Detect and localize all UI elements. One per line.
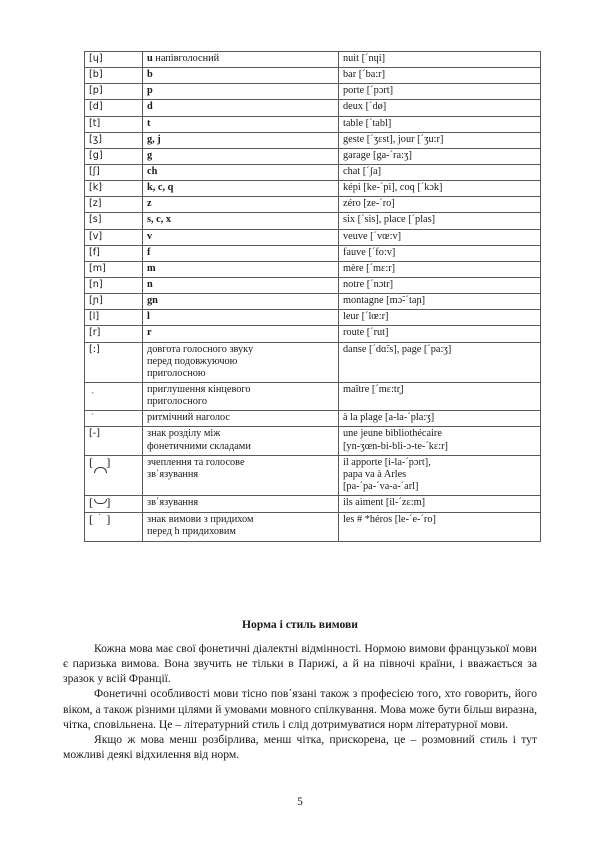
example-cell <box>339 245 541 261</box>
table-row <box>85 100 541 116</box>
example-cell <box>339 326 541 342</box>
table-row <box>85 342 541 382</box>
paragraph: Кожна мова має свої фонетичні діалектні відмінності. Нормою вимови французької мови є паризька вимова. Вона звучить не тільки в Парижі, а й на півночі країни, і вважається за зразок у всій Франції. <box>63 642 537 686</box>
example-line: les # *héros [le-ˊe-ˊro] <box>343 514 436 526</box>
tie-bar-symbol: [ ] <box>89 456 111 469</box>
table-row <box>85 84 541 100</box>
undertie-symbol: [ ] <box>89 497 111 510</box>
example-cell <box>339 382 541 410</box>
example-cell <box>339 52 541 68</box>
table-row <box>85 132 541 148</box>
symbol-text: [s] <box>89 214 102 226</box>
symbol-text: [k] <box>89 182 103 194</box>
letters-cell: gn <box>143 294 339 310</box>
example-line: képi [ke-ˊpi], coq [ˊkɔk] <box>343 182 443 194</box>
example-line: à la plage [a-la-ˊpla:ʒ] <box>343 412 435 424</box>
example-cell <box>339 455 541 495</box>
example-line: six [ˊsis], place [ˊplas] <box>343 214 436 226</box>
example-line: porte [ˊpɔrt] <box>343 85 394 97</box>
description-cell <box>143 496 339 513</box>
example-cell <box>339 148 541 164</box>
table-row <box>85 261 541 277</box>
letters-cell: g <box>143 148 339 164</box>
symbol-cell <box>85 277 143 293</box>
letters-text: u <box>147 53 153 64</box>
example-cell <box>339 342 541 382</box>
description-line: зчеплення та голосове <box>147 456 245 468</box>
symbol-cell <box>85 261 143 277</box>
symbol-cell <box>85 342 143 382</box>
table-row <box>85 229 541 245</box>
table-row <box>85 496 541 513</box>
table-row <box>85 513 541 541</box>
letters-cell: k, c, q <box>143 181 339 197</box>
description-cell <box>143 513 339 541</box>
letters-cell: t <box>143 116 339 132</box>
symbol-cell <box>85 455 143 495</box>
symbol-cell <box>85 382 143 410</box>
description-line: зв᾽язування <box>147 468 199 480</box>
table-row <box>85 164 541 180</box>
example-cell <box>339 310 541 326</box>
symbol-cell <box>85 326 143 342</box>
symbol-text: [v] <box>89 230 103 242</box>
symbol-text: [b] <box>89 69 103 81</box>
symbol-text: [ʒ] <box>89 133 103 145</box>
symbol-cell <box>85 84 143 100</box>
letters-cell: v <box>143 229 339 245</box>
example-line: zéro [ze-ˊro] <box>343 198 395 210</box>
example-line: [yn-ʒœn-bi-bli-ɔ-te-ˊkɛ:r] <box>343 440 448 452</box>
example-line: maître [ˊmɛ:tr̥] <box>343 383 404 395</box>
example-cell <box>339 261 541 277</box>
table-row <box>85 245 541 261</box>
aspiration-mark-icon: ˙ <box>97 514 103 525</box>
example-cell <box>339 513 541 541</box>
symbol-cell <box>85 164 143 180</box>
description-line: ритмічний наголос <box>147 412 230 424</box>
table-row <box>85 213 541 229</box>
letters-cell: r <box>143 326 339 342</box>
description-line: приголосного <box>147 396 208 408</box>
letters-cell: l <box>143 310 339 326</box>
example-cell <box>339 68 541 84</box>
table-row <box>85 455 541 495</box>
symbol-text: [ʃ] <box>89 165 100 177</box>
table-row <box>85 197 541 213</box>
symbol-cell <box>85 52 143 68</box>
example-cell <box>339 427 541 455</box>
letters-cell: b <box>143 68 339 84</box>
example-line: montagne [mɔ̃-ˊtaɲ] <box>343 295 426 307</box>
example-cell <box>339 116 541 132</box>
example-line: danse [ˊdɑ̃:s], page [ˊpa:ʒ] <box>343 343 452 355</box>
section-heading: Норма і стиль вимови <box>242 618 358 631</box>
symbol-cell <box>85 496 143 513</box>
symbol-text: [d] <box>89 101 103 113</box>
phonetic-symbols-table <box>84 51 541 542</box>
symbol-text: [n] <box>89 278 103 290</box>
description-line: перед подовжуючою <box>147 355 238 367</box>
table-row <box>85 116 541 132</box>
example-line: ils aiment [il-ˊzɛ:m] <box>343 497 426 509</box>
example-cell <box>339 294 541 310</box>
description-cell <box>143 382 339 410</box>
example-line: [pa-ˊpa-ˊva-a-ˊarl] <box>343 480 419 492</box>
symbol-cell <box>85 310 143 326</box>
symbol-text: [m] <box>89 262 106 274</box>
symbol-text: [l] <box>89 311 100 323</box>
example-line: mère [ˊmɛ:r] <box>343 262 396 274</box>
description-line: знак вимови з придихом <box>147 514 254 526</box>
table-row <box>85 427 541 455</box>
example-cell <box>339 229 541 245</box>
example-cell <box>339 277 541 293</box>
table-row <box>85 326 541 342</box>
table-row <box>85 411 541 427</box>
example-cell <box>339 164 541 180</box>
letters-cell: g, j <box>143 132 339 148</box>
letters-suffix: напівголосний <box>152 53 220 64</box>
example-cell <box>339 496 541 513</box>
symbol-cell <box>85 213 143 229</box>
page-number: 5 <box>297 796 303 808</box>
example-cell <box>339 411 541 427</box>
description-cell <box>143 427 339 455</box>
description-cell <box>143 342 339 382</box>
example-line: bar [ˊba:r] <box>343 69 386 81</box>
aspiration-symbol: [ ˙ ] <box>89 514 111 527</box>
table-row <box>85 382 541 410</box>
table-row <box>85 294 541 310</box>
example-cell <box>339 213 541 229</box>
symbol-cell <box>85 148 143 164</box>
example-line: geste [ˊʒɛst], jour [ˊʒu:r] <box>343 133 444 145</box>
symbol-cell <box>85 411 143 427</box>
example-line: il apporte [i-la-ˊpɔrt], <box>343 456 431 468</box>
example-line: nuit [ˊnɥi] <box>343 53 386 64</box>
symbol-text: [:] <box>89 343 100 355</box>
letters-cell: s, c, x <box>143 213 339 229</box>
symbol-cell <box>85 294 143 310</box>
symbol-cell <box>85 181 143 197</box>
table-row <box>85 277 541 293</box>
letters-cell: d <box>143 100 339 116</box>
description-line: приглушення кінцевого <box>147 383 251 395</box>
symbol-text: [ɥ] <box>89 53 103 64</box>
stress-mark-icon: ˊ <box>91 412 94 423</box>
example-line: garage [ga-ˊra:ʒ] <box>343 149 412 161</box>
symbol-cell <box>85 197 143 213</box>
example-cell <box>339 197 541 213</box>
letters-cell <box>143 52 339 68</box>
description-line: приголосною <box>147 367 206 379</box>
table-row <box>85 310 541 326</box>
table-row <box>85 68 541 84</box>
example-cell <box>339 132 541 148</box>
symbol-text: [t] <box>89 117 101 129</box>
devoicing-mark-icon: ˰ <box>91 383 94 394</box>
example-line: chat [ˊʃa] <box>343 165 382 177</box>
letters-cell: ch <box>143 164 339 180</box>
symbol-text: [ɲ] <box>89 295 103 307</box>
description-line: перед h придиховим <box>147 526 236 538</box>
description-line: знак розділу між <box>147 428 221 440</box>
example-line: fauve [ˊfo:v] <box>343 246 396 258</box>
example-line: notre [ˊnɔtr] <box>343 278 394 290</box>
letters-cell: p <box>143 84 339 100</box>
symbol-text: [f] <box>89 246 100 258</box>
symbol-cell <box>85 229 143 245</box>
example-cell <box>339 84 541 100</box>
table-row <box>85 148 541 164</box>
example-line: route [ˊrut] <box>343 327 389 339</box>
table-row <box>85 181 541 197</box>
example-cell <box>339 100 541 116</box>
description-line: зв᾽язування <box>147 497 199 509</box>
symbol-text: [r] <box>89 327 101 339</box>
table-row <box>85 52 541 68</box>
symbol-cell <box>85 132 143 148</box>
paragraph: Фонетичні особливості мови тісно пов᾽язані також з професією того, хто говорить, його віком, а також різними цілями й умовами мовного спілкування. Мова може бути більш виразна, чітка, сповільнена. Це – літературний стиль і слід дотримуватися норм літературної мови. <box>63 687 537 731</box>
example-line: leur [ˊlœ:r] <box>343 311 389 323</box>
symbol-cell <box>85 245 143 261</box>
paragraph: Якщо ж мова менш розбірлива, менш чітка, прискорена, це – розмовний стиль і тут можливі деякі відхилення від норм. <box>63 732 537 761</box>
description-cell <box>143 411 339 427</box>
symbol-cell <box>85 513 143 541</box>
letters-cell: n <box>143 277 339 293</box>
symbol-text: [z] <box>89 198 102 210</box>
description-cell <box>143 455 339 495</box>
letters-cell: m <box>143 261 339 277</box>
symbol-cell <box>85 116 143 132</box>
example-cell <box>339 181 541 197</box>
symbol-text: [-] <box>89 428 100 440</box>
example-line: table [ˊtabl] <box>343 117 392 129</box>
letters-cell: f <box>143 245 339 261</box>
description-line: довгота голосного звуку <box>147 343 254 355</box>
symbol-cell <box>85 100 143 116</box>
section-body <box>63 641 537 762</box>
example-line: deux [ˊdø] <box>343 101 387 113</box>
symbol-cell <box>85 427 143 455</box>
example-line: une jeune bibliothécaire <box>343 428 442 440</box>
example-line: veuve [ˊvœ:v] <box>343 230 402 242</box>
symbol-text: [g] <box>89 149 103 161</box>
letters-cell: z <box>143 197 339 213</box>
description-line: фонетичними складами <box>147 440 251 452</box>
symbol-text: [p] <box>89 85 103 97</box>
symbol-cell <box>85 68 143 84</box>
table-body <box>85 52 541 542</box>
example-line: papa va à Arles <box>343 468 407 480</box>
